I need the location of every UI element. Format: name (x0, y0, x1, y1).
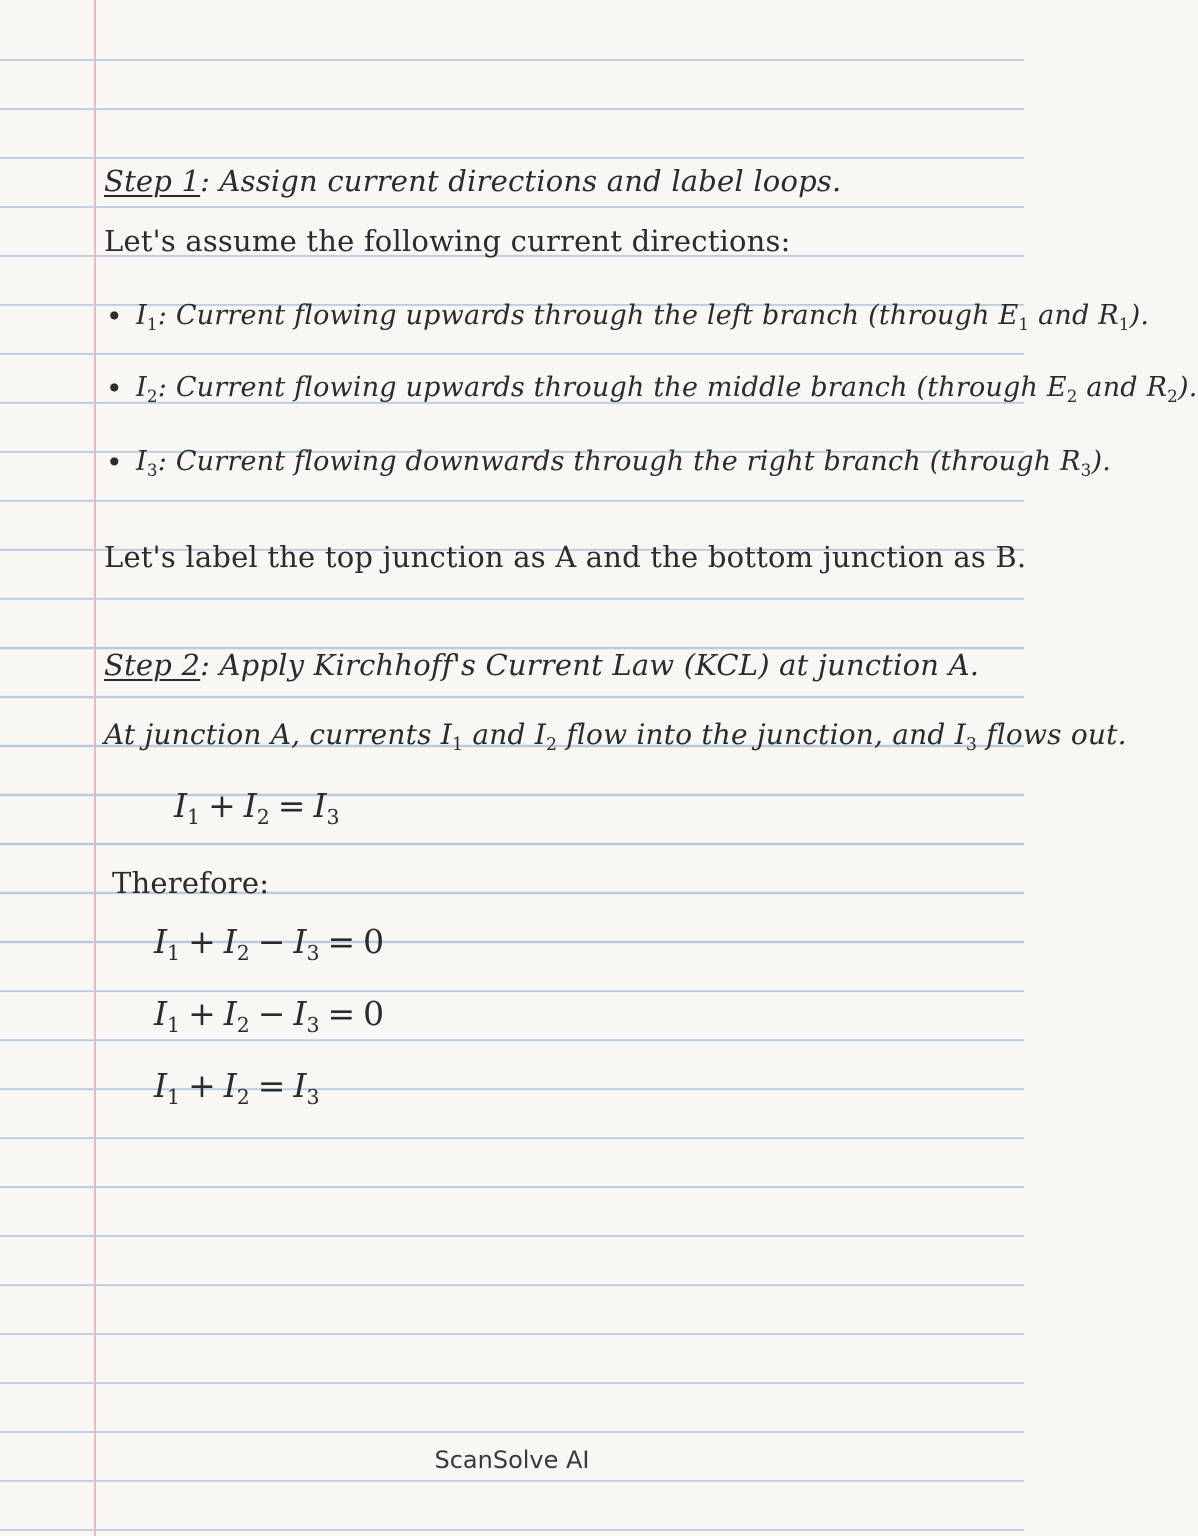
subscript: 3 (965, 735, 978, 756)
junction-note: Let's label the top junction as A and the bottom junction as B. (104, 540, 1027, 574)
step1-intro: Let's assume the following current directions: (104, 224, 791, 258)
bullet-item-2 (136, 372, 1198, 406)
therefore-label: Therefore: (112, 866, 270, 900)
desc-text: and I (463, 718, 546, 751)
step2-description (104, 718, 1127, 755)
bullet-text: ). (1177, 372, 1198, 403)
bullet-text: ). (1091, 446, 1111, 477)
subscript: 2 (1167, 385, 1178, 406)
bullet-dot: • (106, 300, 123, 333)
equation-rearranged-repeat: $I_1 + I_2 - I_3 = 0$ (154, 994, 385, 1038)
footer-brand: ScanSolve AI (434, 1446, 590, 1474)
bullet-item-3 (136, 446, 1111, 480)
bullet-text: : Current flowing upwards through the left branch (through E (157, 300, 1019, 331)
bullet-dot: • (106, 446, 123, 479)
current-subscript: 1 (146, 313, 158, 334)
current-symbol: I (136, 372, 147, 403)
bullet-text: : Current flowing downwards through the right branch (through R (157, 446, 1081, 477)
desc-text: flows out. (977, 718, 1127, 751)
subscript: 2 (1066, 385, 1078, 406)
subscript: 3 (1080, 459, 1092, 480)
desc-text: At junction A, currents I (104, 718, 452, 751)
subscript: 1 (1118, 313, 1130, 334)
step2-title: : Apply Kirchhoff's Current Law (KCL) at junction A. (200, 648, 980, 682)
bullet-text: and R (1029, 300, 1119, 331)
step2-label: Step 2 (104, 648, 201, 682)
step2-heading (104, 648, 979, 682)
subscript: 2 (545, 735, 558, 756)
subscript: 1 (1018, 313, 1030, 334)
equation-rearranged: $I_1 + I_2 - I_3 = 0$ (154, 922, 385, 966)
current-subscript: 3 (146, 459, 158, 480)
bullet-text: ). (1129, 300, 1150, 331)
desc-text: flow into the junction, and I (557, 718, 966, 751)
bullet-item-1 (136, 300, 1149, 334)
step1-title: : Assign current directions and label loops. (200, 164, 842, 198)
bullet-text: and R (1077, 372, 1168, 403)
subscript: 1 (452, 735, 464, 756)
current-symbol: I (136, 300, 147, 331)
current-symbol: I (136, 446, 147, 477)
margin-line (94, 0, 96, 1536)
current-subscript: 2 (146, 385, 158, 406)
equation-final: $I_1 + I_2 = I_3$ (154, 1066, 320, 1110)
kcl-equation: $I_1 + I_2 = I_3$ (174, 786, 340, 830)
step1-label: Step 1 (104, 164, 201, 198)
bullet-text: : Current flowing upwards through the middle branch (through E (157, 372, 1067, 403)
step1-heading (104, 164, 841, 198)
bullet-dot: • (106, 372, 123, 405)
